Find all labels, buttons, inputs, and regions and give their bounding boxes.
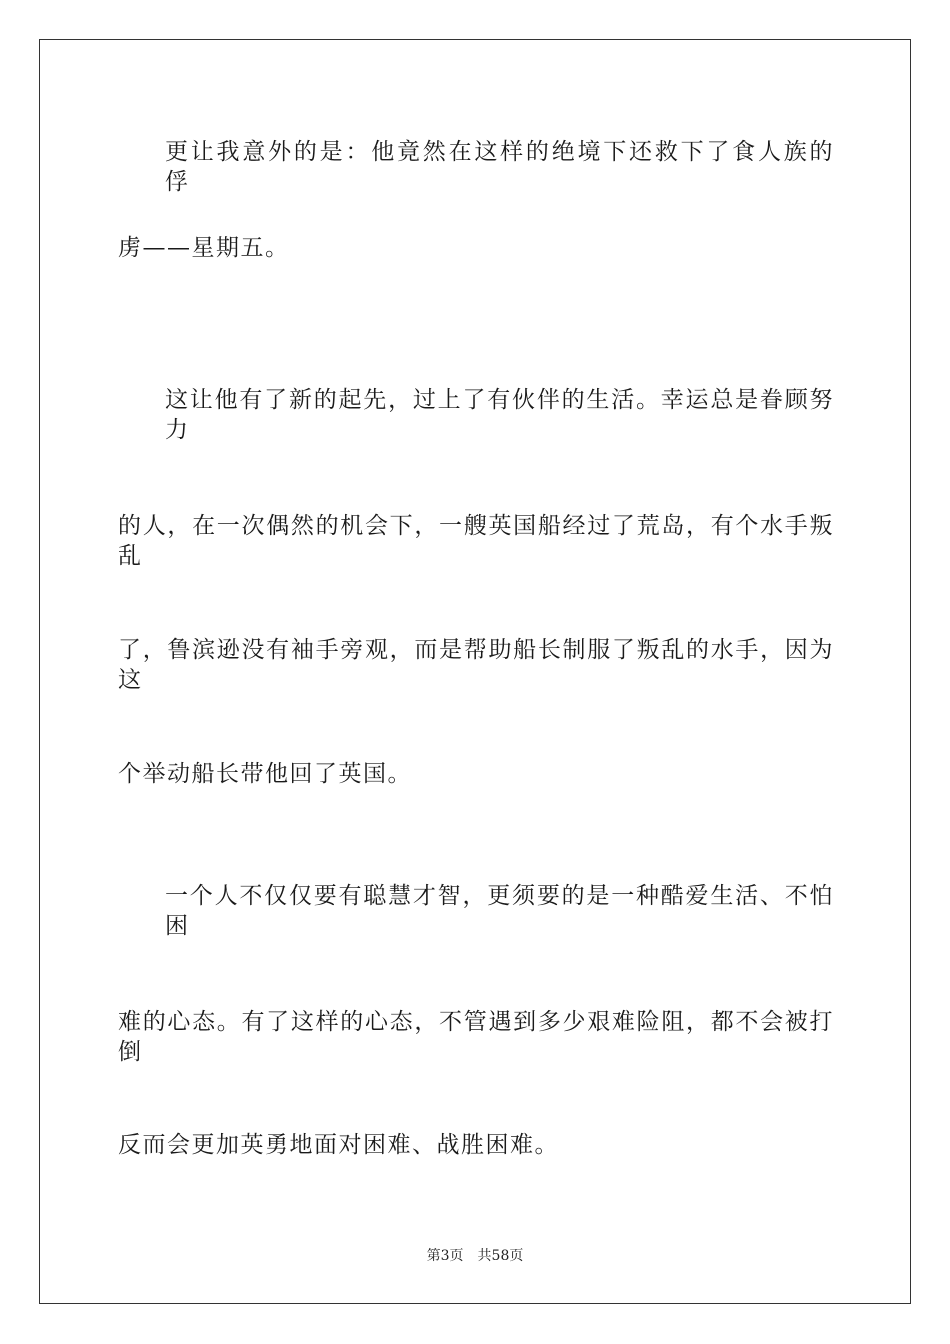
paragraph-line: 难的心态。有了这样的心态，不管遇到多少艰难险阻，都不会被打倒 — [118, 1009, 834, 1065]
paragraph-line: 虏——星期五。 — [118, 235, 290, 261]
paragraph-line: 反而会更加英勇地面对困难、战胜困难。 — [118, 1132, 559, 1158]
paragraph-line: 这让他有了新的起先，过上了有伙伴的生活。幸运总是眷顾努力 — [165, 387, 834, 443]
paragraph-line: 个举动船长带他回了英国。 — [118, 761, 412, 787]
page-total: 共58页 — [477, 1248, 524, 1264]
paragraph-line: 一个人不仅仅要有聪慧才智，更须要的是一种酷爱生活、不怕困 — [165, 883, 834, 939]
paragraph-line: 的人，在一次偶然的机会下，一艘英国船经过了荒岛，有个水手叛乱 — [118, 513, 834, 569]
paragraph-line: 更让我意外的是：他竟然在这样的绝境下还救下了食人族的 俘 — [165, 139, 834, 195]
page-number: 第3页 — [426, 1248, 464, 1264]
paragraph-line: 了，鲁滨逊没有袖手旁观，而是帮助船长制服了叛乱的水手，因为这 — [118, 637, 834, 693]
page-footer — [0, 1247, 950, 1265]
